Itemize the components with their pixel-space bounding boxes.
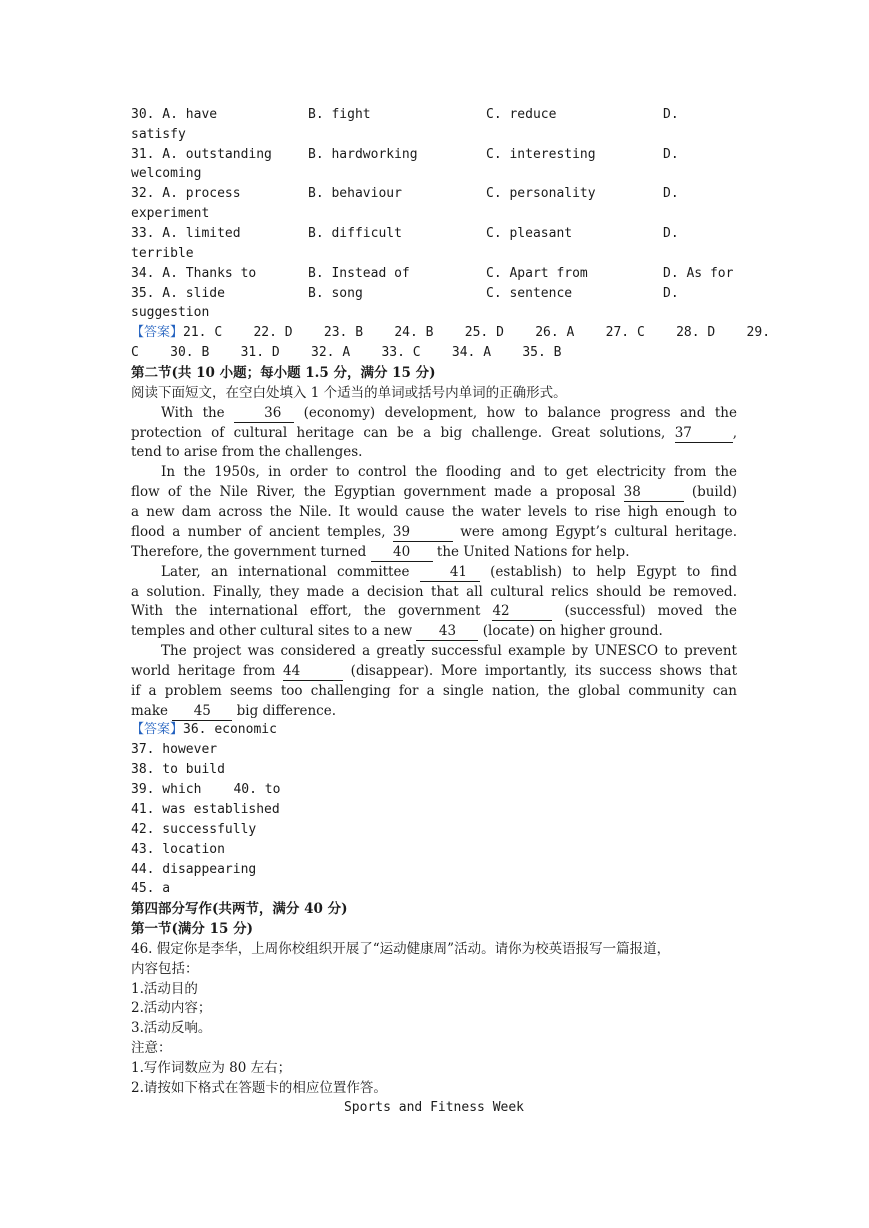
option-a: 31. A. outstanding	[131, 147, 272, 162]
answer-tag: 【答案】	[131, 722, 184, 737]
blank-41[interactable]: 41	[420, 564, 480, 582]
answer-item: 43. location	[131, 842, 225, 857]
option-a: 35. A. slide	[131, 286, 225, 301]
option-d: D.	[663, 107, 679, 122]
option-wrap-31: welcoming	[131, 166, 202, 181]
option-row-32	[131, 184, 737, 204]
passage-line: Therefore, the government turned 40 the United Nations for help.	[131, 544, 630, 560]
task-line: 内容包括：	[131, 961, 199, 977]
passage-line: world heritage from 44 (disappear). More importantly, its success shows that	[131, 663, 737, 679]
task-line: 46. 假定你是李华，上周你校组织开展了“运动健康周”活动。请你为校英语报写一篇报道，	[131, 941, 671, 957]
answer-item: 37. however	[131, 742, 218, 757]
task-item: 2.活动内容；	[131, 1000, 212, 1016]
note-item: 1.写作词数应为 80 左右；	[131, 1060, 292, 1076]
passage-line: flood a number of ancient temples, 39 were among Egypt’s cultural heritage.	[131, 524, 738, 540]
option-row-33	[131, 224, 737, 244]
option-c: C. interesting	[486, 147, 596, 162]
blank-36[interactable]: 36	[234, 405, 294, 423]
passage-line: With the 36 (economy) development, how to balance progress and the	[161, 405, 737, 421]
blank-39[interactable]: 39	[393, 524, 453, 542]
essay-title: Sports and Fitness Week	[343, 1100, 524, 1115]
option-d: D. As for	[663, 266, 734, 281]
passage-line: a new dam across the Nile. It would cause the water levels to rise high enough to	[131, 504, 737, 520]
passage-line: temples and other cultural sites to a new 43 (locate) on higher ground.	[131, 623, 663, 639]
passage-line: With the international effort, the government 42 (successful) moved the	[131, 603, 737, 619]
option-b: B. song	[308, 286, 363, 301]
passage-line: tend to arise from the challenges.	[131, 444, 363, 460]
option-d: D.	[663, 286, 679, 301]
option-c: C. reduce	[486, 107, 557, 122]
option-d: D.	[663, 186, 679, 201]
blank-40[interactable]: 40	[371, 544, 433, 562]
option-wrap-32: experiment	[131, 206, 210, 221]
blank-45[interactable]: 45	[172, 703, 232, 721]
answer-item: 42. successfully	[131, 822, 257, 837]
passage-line: make 45 big difference.	[131, 703, 337, 719]
option-b: B. fight	[308, 107, 371, 122]
passage-line: The project was considered a greatly successful example by UNESCO to prevent	[161, 643, 737, 659]
option-c: C. personality	[486, 186, 596, 201]
answer-key-text: 21. C 22. D 23. B 24. B 25. D 26. A 27. C 28. D 29.	[183, 325, 771, 340]
option-d: D.	[663, 226, 679, 241]
blank-38[interactable]: 38	[624, 484, 684, 502]
option-c: C. sentence	[486, 286, 573, 301]
option-wrap-35: suggestion	[131, 305, 210, 320]
note-label: 注意：	[131, 1040, 172, 1056]
option-d: D.	[663, 147, 679, 162]
answer-key-line-2: C 30. B 31. D 32. A 33. C 34. A 35. B	[131, 345, 562, 360]
option-row-34	[131, 264, 737, 284]
answer-item: 45. a	[131, 881, 171, 896]
passage-line: a solution. Finally, they made a decision that all cultural relics should be removed.	[131, 584, 737, 600]
passage-line: In the 1950s, in order to control the flooding and to get electricity from the	[161, 464, 737, 480]
option-a: 30. A. have	[131, 107, 218, 122]
option-a: 33. A. limited	[131, 226, 241, 241]
passage-line: Later, an international committee 41 (establish) to help Egypt to find	[161, 564, 737, 580]
section-heading: 第一节(满分 15 分)	[131, 921, 253, 937]
passage-line: flow of the Nile River, the Egyptian government made a proposal 38 (build)	[131, 484, 737, 500]
answer-key-line	[131, 323, 771, 343]
blank-43[interactable]: 43	[416, 623, 478, 641]
answer-key-line: 【答案】36. economic	[131, 722, 277, 737]
option-b: B. hardworking	[308, 147, 418, 162]
blank-42[interactable]: 42	[492, 603, 552, 621]
passage-line: protection of cultural heritage can be a big challenge. Great solutions, 37 ,	[131, 425, 737, 441]
option-b: B. difficult	[308, 226, 402, 241]
option-row-31	[131, 145, 737, 165]
answer-item: 44. disappearing	[131, 862, 257, 877]
option-wrap-30: satisfy	[131, 127, 186, 142]
answer-item: 41. was established	[131, 802, 280, 817]
option-a: 32. A. process	[131, 186, 241, 201]
option-c: C. pleasant	[486, 226, 573, 241]
passage-line: if a problem seems too challenging for a single nation, the global community can	[131, 683, 737, 699]
part-heading: 第四部分写作(共两节，满分 40 分)	[131, 901, 348, 917]
blank-37[interactable]: 37	[675, 425, 733, 443]
task-item: 3.活动反响。	[131, 1020, 212, 1036]
blank-44[interactable]: 44	[283, 663, 343, 681]
answer-tag: 【答案】	[131, 325, 184, 340]
option-wrap-33: terrible	[131, 246, 194, 261]
option-a: 34. A. Thanks to	[131, 266, 257, 281]
task-item: 1.活动目的	[131, 981, 198, 997]
option-row-35	[131, 284, 737, 304]
option-b: B. behaviour	[308, 186, 402, 201]
option-row-30	[131, 105, 737, 125]
answer-item: 38. to build	[131, 762, 225, 777]
section-heading: 第二节(共 10 小题；每小题 1.5 分，满分 15 分)	[131, 365, 436, 381]
option-c: C. Apart from	[486, 266, 588, 281]
note-item: 2.请按如下格式在答题卡的相应位置作答。	[131, 1080, 387, 1096]
answer-item: 39. which 40. to	[131, 782, 281, 797]
section-instruction: 阅读下面短文，在空白处填入 1 个适当的单词或括号内单词的正确形式。	[131, 385, 567, 401]
option-b: B. Instead of	[308, 266, 410, 281]
